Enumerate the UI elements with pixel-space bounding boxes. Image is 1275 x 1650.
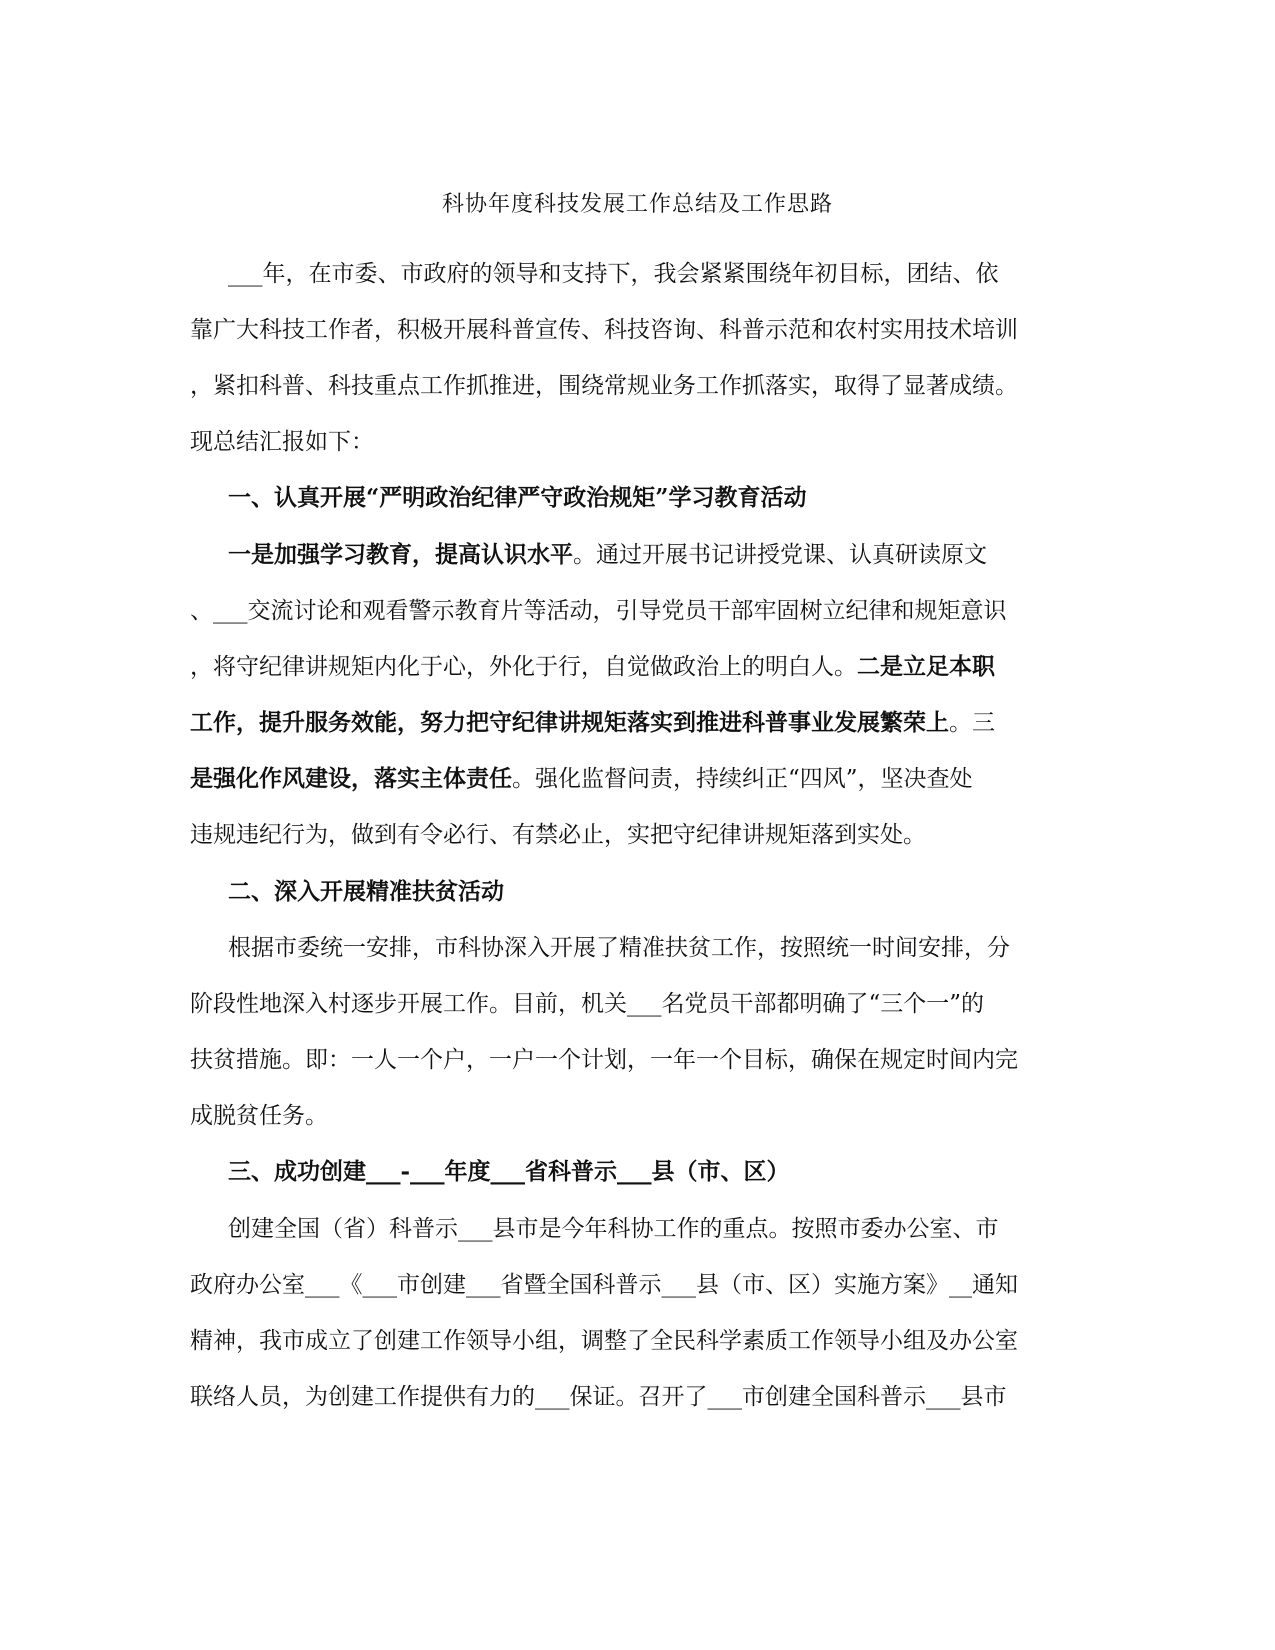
paragraph-line: [228, 933, 1010, 963]
paragraph-line: [190, 1382, 1007, 1412]
paragraph-line: [228, 540, 987, 570]
text-run: 联络人员，为创建工作提供有力的___保证。召开了___市创建全国科普示___县市: [190, 1384, 1007, 1410]
text-run: 精神，我市成立了创建工作领导小组，调整了全民科学素质工作领导小组及办公室: [190, 1328, 1018, 1354]
paragraph-line: [190, 820, 926, 850]
paragraph-line: [190, 596, 1007, 626]
text-run: 阶段性地深入村逐步开展工作。目前，机关___名党员干部都明确了“三个一”的: [190, 991, 985, 1017]
paragraph-line: [190, 371, 1018, 401]
paragraph-line: [190, 708, 995, 738]
paragraph-line: [190, 1045, 1018, 1075]
paragraph-line: [190, 1326, 1018, 1356]
text-run: 。通过开展书记讲授党课、认真研读原文: [573, 542, 987, 568]
paragraph-line: [190, 652, 995, 682]
bold-text: 一、认真开展“严明政治纪律严守政治规矩”学习教育活动: [228, 484, 807, 511]
paragraph-line: [228, 259, 999, 289]
bold-text: 二、深入开展精准扶贫活动: [228, 878, 504, 905]
bold-text: 二是立足本职: [857, 653, 995, 680]
paragraph-line: [190, 315, 1018, 345]
text-run: 根据市委统一安排，市科协深入开展了精准扶贫工作，按照统一时间安排，分: [228, 935, 1010, 961]
bold-text: 三、成功创建___-___年度___省科普示___县（市、区）: [228, 1158, 790, 1185]
text-run: 。强化监督问责，持续纠正“四风”，坚决查处: [512, 766, 973, 792]
bold-text: 一是加强学习教育，提高认识水平: [228, 541, 573, 568]
paragraph-line: [190, 1101, 328, 1131]
section-heading: [228, 877, 504, 907]
bold-text: 是强化作风建设，落实主体责任: [190, 765, 512, 792]
paragraph-line: [190, 989, 984, 1019]
text-run: 成脱贫任务。: [190, 1103, 328, 1129]
text-run: 创建全国（省）科普示___县市是今年科协工作的重点。按照市委办公室、市: [228, 1216, 999, 1242]
paragraph-line: [190, 427, 374, 457]
section-heading: [228, 1157, 790, 1187]
paragraph-line: [190, 764, 973, 794]
text-run: 靠广大科技工作者，积极开展科普宣传、科技咨询、科普示范和农村实用技术培训: [190, 317, 1018, 343]
paragraph-line: [228, 1214, 999, 1244]
text-run: ，紧扣科普、科技重点工作抓推进，围绕常规业务工作抓落实，取得了显著成绩。: [190, 373, 1018, 399]
text-run: 现总结汇报如下：: [190, 429, 374, 455]
section-heading: [228, 483, 806, 513]
text-run: 、___交流讨论和观看警示教育片等活动，引导党员干部牢固树立纪律和规矩意识: [190, 598, 1007, 624]
text-run: ___年，在市委、市政府的领导和支持下，我会紧紧围绕年初目标，团结、依: [228, 261, 999, 287]
text-run: 扶贫措施。即：一人一个户，一户一个计划，一年一个目标，确保在规定时间内完: [190, 1047, 1018, 1073]
paragraph-line: [190, 1270, 1018, 1300]
text-run: 违规违纪行为，做到有令必行、有禁必止，实把守纪律讲规矩落到实处。: [190, 822, 926, 848]
document-title: 科协年度科技发展工作总结及工作思路: [441, 192, 833, 217]
text-run: 。三: [949, 710, 995, 736]
text-run: ，将守纪律讲规矩内化于心，外化于行，自觉做政治上的明白人。: [190, 654, 857, 680]
bold-text: 工作，提升服务效能，努力把守纪律讲规矩落实到推进科普事业发展繁荣上: [190, 709, 949, 736]
text-run: 政府办公室___《___市创建___省暨全国科普示___县（市、区）实施方案》__通知: [190, 1272, 1018, 1298]
